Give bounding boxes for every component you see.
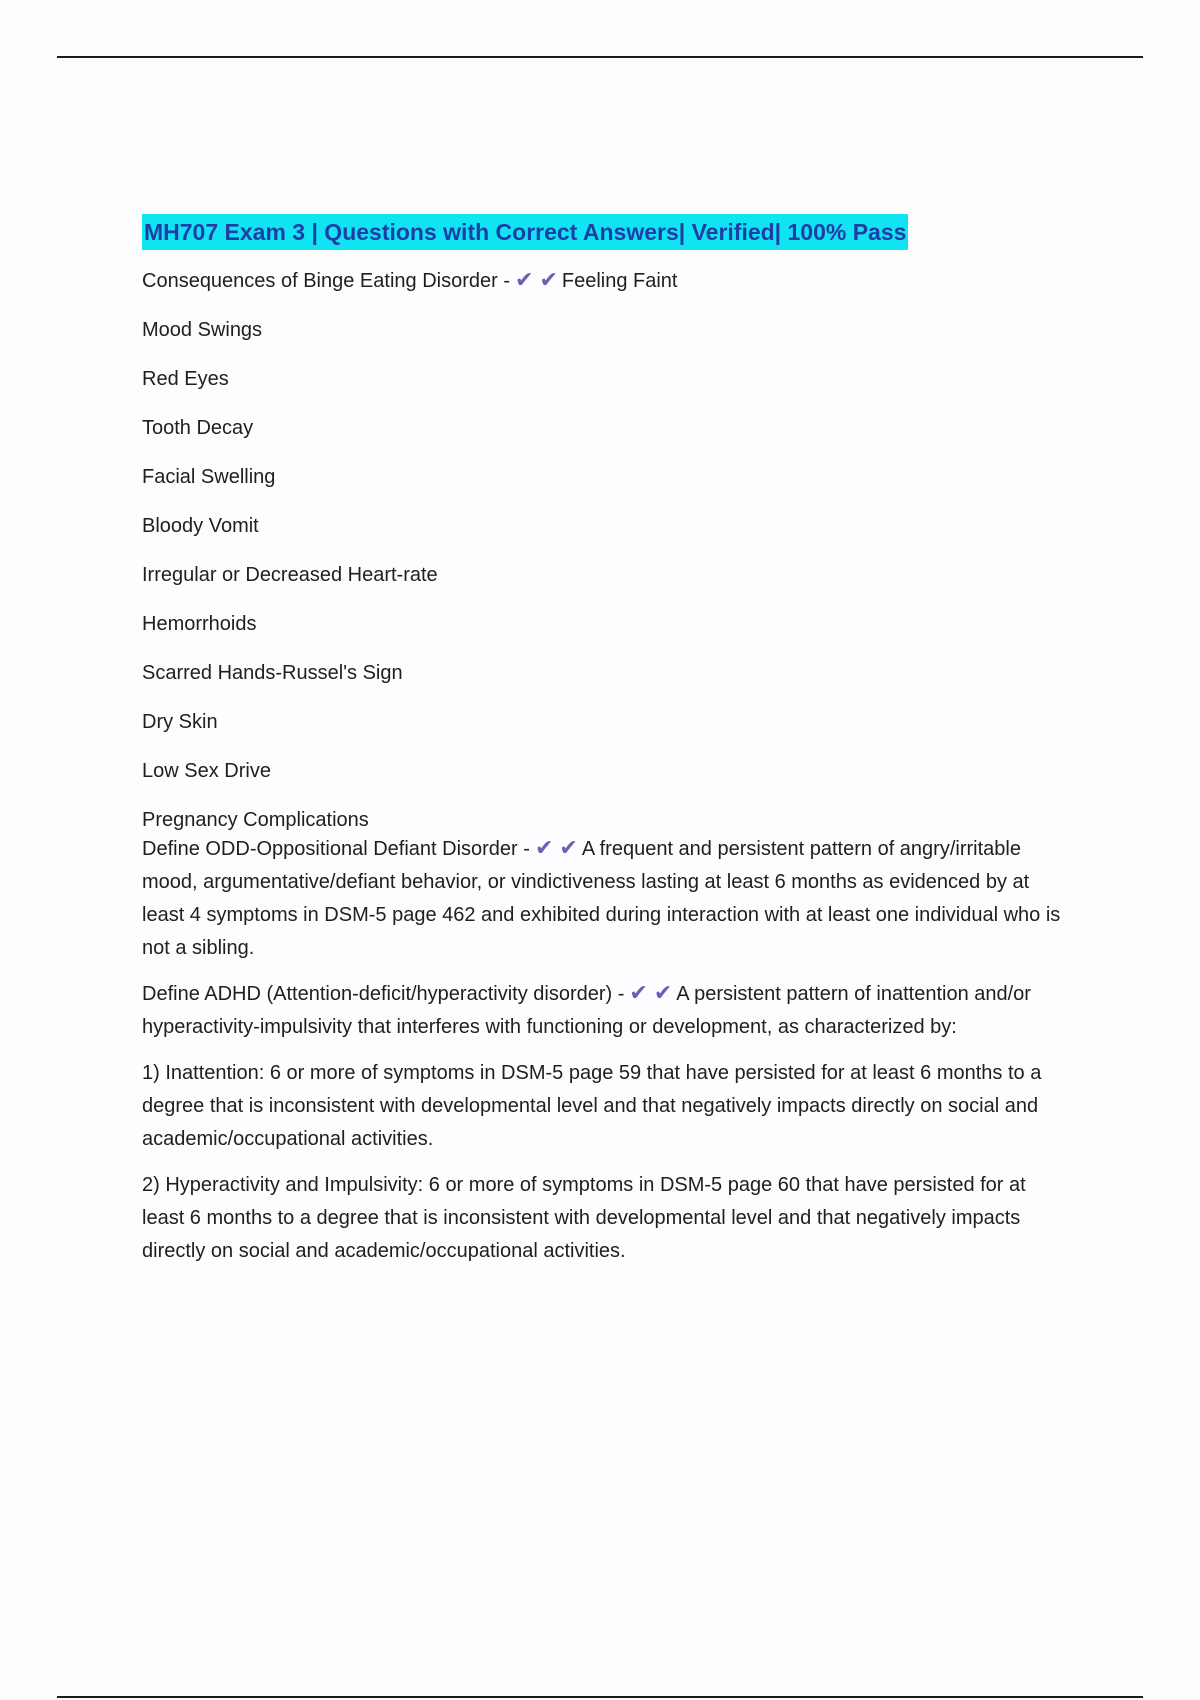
checkmark-icon: ✔: [539, 268, 558, 293]
checkmark-icon: ✔: [629, 981, 648, 1006]
answer-list-item: Low Sex Drive: [142, 760, 271, 782]
document-body: [142, 214, 1062, 1268]
document-title: MH707 Exam 3 | Questions with Correct Answers| Verified| 100% Pass: [142, 214, 908, 250]
question-text: Define ADHD (Attention-deficit/hyperactivity disorder) -: [142, 983, 625, 1005]
answer-text: A frequent and persistent pattern of angry/irritable mood, argumentative/defiant behavior, or vindictiveness lasting at least 6 months as evidenced by at least 4 symptoms in DSM-5 page 462 and exhibited during interaction with at least one individual who is not a sibling.: [142, 838, 1061, 959]
answer-list-item: Red Eyes: [142, 368, 229, 390]
question-binge-eating: [142, 268, 1062, 294]
checkmark-icon: ✔: [653, 981, 673, 1006]
answer-list-item: Pregnancy Complications: [142, 809, 369, 831]
page-bottom-rule: [57, 1696, 1143, 1698]
checkmark-icon: ✔: [534, 836, 554, 861]
answer-list-item: Irregular or Decreased Heart-rate: [142, 564, 438, 586]
answer-list-item: Scarred Hands-Russel's Sign: [142, 662, 403, 684]
answer-list-item: Tooth Decay: [142, 417, 254, 439]
question-adhd: [142, 978, 1062, 1044]
question-text: Define ODD-Oppositional Defiant Disorder -: [142, 838, 530, 860]
answer-list-item: Dry Skin: [142, 711, 218, 733]
answer-list-item: Mood Swings: [142, 319, 263, 341]
answer-list-item: Facial Swelling: [142, 466, 276, 488]
answer-list-item: Bloody Vomit: [142, 515, 259, 537]
question-odd: [142, 833, 1062, 965]
checkmark-icon: ✔: [515, 268, 534, 293]
question-text: Consequences of Binge Eating Disorder -: [142, 270, 510, 292]
page-top-rule: [57, 56, 1143, 58]
checkmark-icon: ✔: [559, 836, 578, 861]
adhd-point-hyperactivity: 2) Hyperactivity and Impulsivity: 6 or more of symptoms in DSM-5 page 60 that have persisted for at least 6 months to a degree that is inconsistent with developmental level and that negatively impacts directly on social and academic/occupational activities.: [142, 1174, 1026, 1262]
adhd-point-inattention: 1) Inattention: 6 or more of symptoms in DSM-5 page 59 that have persisted for at least 6 months to a degree that is inconsistent with developmental level and that negatively impacts directly on social and academic/occupational activities.: [142, 1062, 1042, 1150]
answer-text: A persistent pattern of inattention and/or hyperactivity-impulsivity that interferes with functioning or development, as characterized by:: [142, 983, 1031, 1038]
answer-list-item: Hemorrhoids: [142, 613, 257, 635]
answer-text: Feeling Faint: [561, 270, 678, 292]
